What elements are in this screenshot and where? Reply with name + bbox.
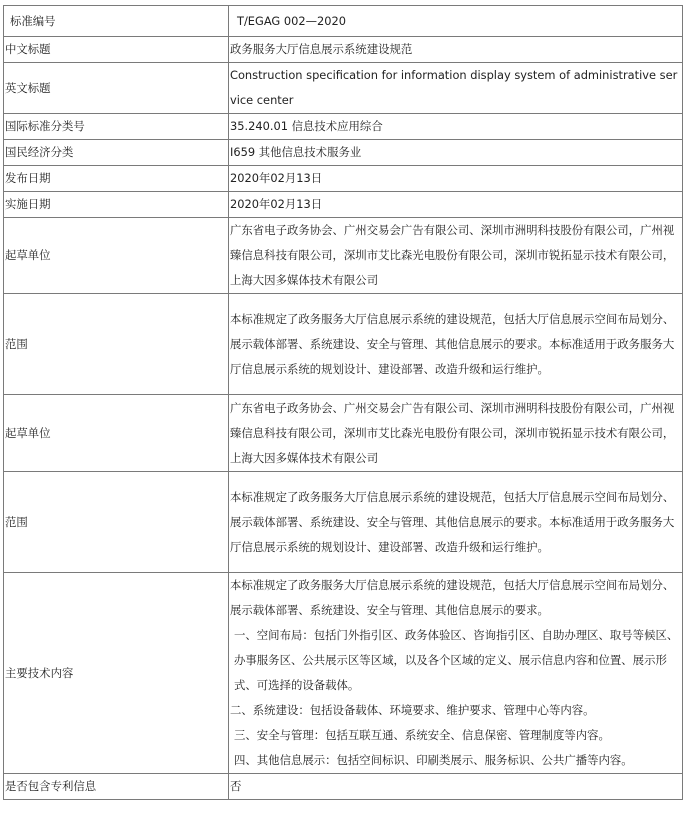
label-publish-date: 发布日期 [4, 166, 229, 192]
standard-info-table [3, 5, 683, 800]
label-economic-category: 国民经济分类 [4, 140, 229, 166]
content-paragraph: 本标准规定了政务服务大厅信息展示系统的建设规范，包括大厅信息展示空间布局划分、展示载体部署、系统建设、安全与管理、其他信息展示的要求。 [230, 578, 675, 617]
table-row-ics [4, 114, 683, 140]
table-row-drafting-units [4, 218, 683, 294]
label-scope: 范围 [4, 294, 229, 395]
value-economic-category: I659 其他信息技术服务业 [229, 140, 683, 166]
label-scope: 范围 [4, 472, 229, 573]
value-drafting-units: 广东省电子政务协会、广州交易会广告有限公司、深圳市洲明科技股份有限公司，广州视臻信息科技有限公司，深圳市艾比森光电股份有限公司，深圳市锐拓显示技术有限公司，上海大因多媒体技术有限公司 [229, 218, 683, 294]
value-scope: 本标准规定了政务服务大厅信息展示系统的建设规范，包括大厅信息展示空间布局划分、展示载体部署、系统建设、安全与管理、其他信息展示的要求。本标准适用于政务服务大厅信息展示系统的规划设计、建设部署、改造升级和运行维护。 [229, 294, 683, 395]
content-paragraph: 三、安全与管理：包括互联互通、系统安全、信息保密、管理制度等内容。 [234, 728, 610, 742]
value-main-content [229, 573, 683, 774]
label-drafting-units: 起草单位 [4, 218, 229, 294]
table-row-english-title [4, 63, 683, 114]
value-ics: 35.240.01 信息技术应用综合 [229, 114, 683, 140]
value-standard-number: T/EGAG 002—2020 [229, 6, 683, 37]
value-patent: 否 [229, 774, 683, 800]
value-english-title: Construction specification for information display system of administrative service center [229, 63, 683, 114]
table-row-chinese-title [4, 37, 683, 63]
table-row-standard-number [4, 6, 683, 37]
content-paragraph: 四、其他信息展示：包括空间标识、印刷类展示、服务标识、公共广播等内容。 [234, 753, 633, 767]
table-row-publish-date [4, 166, 683, 192]
content-paragraph: 二、系统建设：包括设备载体、环境要求、维护要求、管理中心等内容。 [230, 703, 595, 717]
label-drafting-units: 起草单位 [4, 395, 229, 472]
label-implement-date: 实施日期 [4, 192, 229, 218]
label-english-title: 英文标题 [4, 63, 229, 114]
table-row-scope [4, 472, 683, 573]
table-row-patent [4, 774, 683, 800]
value-drafting-units: 广东省电子政务协会、广州交易会广告有限公司、深圳市洲明科技股份有限公司，广州视臻信息科技有限公司，深圳市艾比森光电股份有限公司，深圳市锐拓显示技术有限公司，上海大因多媒体技术有限公司 [229, 395, 683, 472]
table-row-scope [4, 294, 683, 395]
label-main-content: 主要技术内容 [4, 573, 229, 774]
value-chinese-title: 政务服务大厅信息展示系统建设规范 [229, 37, 683, 63]
label-standard-number: 标准编号 [4, 6, 229, 37]
table-row-implement-date [4, 192, 683, 218]
label-patent: 是否包含专利信息 [4, 774, 229, 800]
value-scope: 本标准规定了政务服务大厅信息展示系统的建设规范，包括大厅信息展示空间布局划分、展示载体部署、系统建设、安全与管理、其他信息展示的要求。本标准适用于政务服务大厅信息展示系统的规划设计、建设部署、改造升级和运行维护。 [229, 472, 683, 573]
table-row-drafting-units [4, 395, 683, 472]
value-publish-date: 2020年02月13日 [229, 166, 683, 192]
value-implement-date: 2020年02月13日 [229, 192, 683, 218]
label-ics: 国际标准分类号 [4, 114, 229, 140]
label-chinese-title: 中文标题 [4, 37, 229, 63]
table-row-main-content [4, 573, 683, 774]
content-paragraph: 一、空间布局：包括门外指引区、政务体验区、咨询指引区、自助办理区、取号等候区、办事服务区、公共展示区等区域，以及各个区域的定义、展示信息内容和位置、展示形式、可选择的设备载体。 [234, 628, 679, 692]
table-row-economic-category [4, 140, 683, 166]
